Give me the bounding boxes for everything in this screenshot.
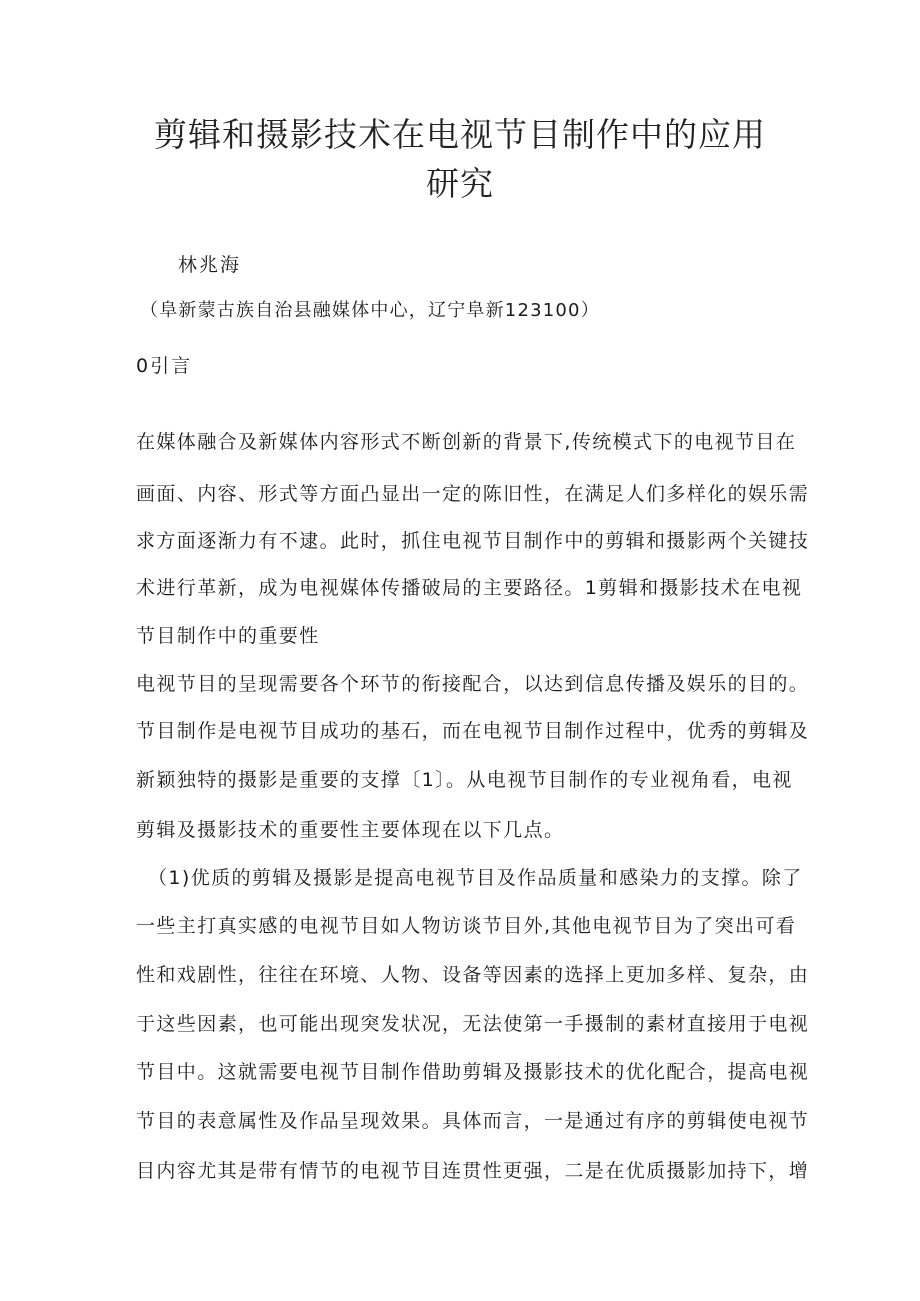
body-line: 性和戏剧性，往往在环境、人物、设备等因素的选择上更加多样、复杂，由 [136,964,810,986]
body-line: 于这些因素，也可能出现突发状况，无法使第一手摄制的素材直接用于电视 [136,1013,810,1035]
body-line: 画面、内容、形式等方面凸显出一定的陈旧性，在满足人们多样化的娱乐需 [136,483,810,505]
body-line: 节目制作是电视节目成功的基石，而在电视节目制作过程中，优秀的剪辑及 [136,720,810,742]
body-line: 一些主打真实感的电视节目如人物访谈节目外,其他电视节目为了突出可看 [136,915,797,937]
body-line: 目内容尤其是带有情节的电视节目连贯性更强，二是在优质摄影加持下，增 [136,1160,810,1182]
body-line: （1)优质的剪辑及摄影是提高电视节目及作品质量和感染力的支撑。除了 [148,867,803,889]
paper-title-line-1: 剪辑和摄影技术在电视节目制作中的应用 [154,115,766,154]
paper-title-line-2: 研究 [426,164,494,203]
body-line: 术进行革新，成为电视媒体传播破局的主要路径。1剪辑和摄影技术在电视 [136,577,803,599]
body-line: 节目的表意属性及作品呈现效果。具体而言，一是通过有序的剪辑使电视节 [136,1110,810,1132]
author-name: 林兆海 [178,254,242,276]
body-line: 电视节目的呈现需要各个环节的衔接配合，以达到信息传播及娱乐的目的。 [136,673,810,695]
author-affiliation: （阜新蒙古族自治县融媒体中心，辽宁阜新123100） [140,300,600,321]
body-line: 求方面逐渐力有不逮。此时，抓住电视节目制作中的剪辑和摄影两个关键技 [136,530,810,552]
body-line: 节目中。这就需要电视节目制作借助剪辑及摄影技术的优化配合，提高电视 [136,1061,810,1083]
body-line: 新颖独特的摄影是重要的支撑〔1〕。从电视节目制作的专业视角看，电视 [136,769,793,791]
body-line: 在媒体融合及新媒体内容形式不断创新的背景下,传统模式下的电视节目在 [136,431,797,453]
body-line: 节目制作中的重要性 [136,625,320,647]
body-line: 剪辑及摄影技术的重要性主要体现在以下几点。 [136,819,565,841]
section-heading-introduction: 0引言 [136,355,193,377]
